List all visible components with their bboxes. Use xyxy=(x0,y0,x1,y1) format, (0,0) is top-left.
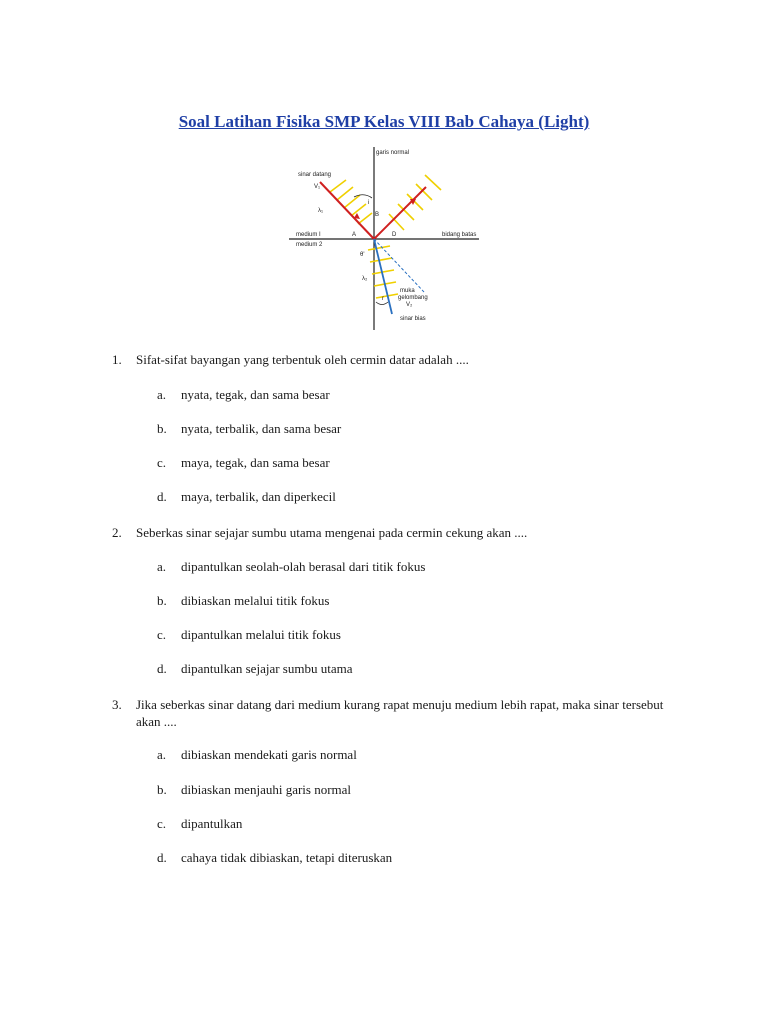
label-muka: muka xyxy=(400,288,415,294)
option-3c xyxy=(157,815,242,832)
option-letter: a. xyxy=(157,387,167,402)
option-text: maya, tegak, dan sama besar xyxy=(181,455,330,470)
label-medium1: medium I xyxy=(296,232,321,238)
option-letter: d. xyxy=(157,489,167,504)
option-text: dibiaskan mendekati garis normal xyxy=(181,747,357,762)
incident-wavefronts xyxy=(330,180,372,224)
option-2a xyxy=(157,558,425,575)
question-text: Sifat-sifat bayangan yang terbentuk oleh cermin datar adalah .... xyxy=(136,352,469,367)
incident-ray xyxy=(320,182,374,239)
option-letter: c. xyxy=(157,816,167,831)
option-letter: b. xyxy=(157,421,167,436)
option-3b xyxy=(157,781,351,798)
label-gelombang: gelombang xyxy=(398,295,428,301)
label-sinar-bias: sinar bias xyxy=(400,316,426,322)
reflected-wavefronts xyxy=(389,175,441,230)
option-text: dipantulkan melalui titik fokus xyxy=(181,627,341,642)
label-angle: θ' xyxy=(360,252,365,258)
label-d: D xyxy=(392,232,397,238)
option-1d xyxy=(157,488,336,505)
option-text: cahaya tidak dibiaskan, tetapi diteruskan xyxy=(181,850,393,865)
option-text: dibiaskan melalui titik fokus xyxy=(181,593,330,608)
question-text: Seberkas sinar sejajar sumbu utama mengenai pada cermin cekung akan .... xyxy=(136,525,528,540)
option-letter: b. xyxy=(157,593,167,608)
label-lambda1: λ₁ xyxy=(318,208,324,214)
option-3d xyxy=(157,849,392,866)
option-text: maya, terbalik, dan diperkecil xyxy=(181,489,336,504)
question-1 xyxy=(112,351,672,368)
option-text: dipantulkan sejajar sumbu utama xyxy=(181,661,353,676)
option-letter: c. xyxy=(157,627,167,642)
refraction-diagram xyxy=(284,142,484,332)
option-text: dipantulkan xyxy=(181,816,243,831)
option-letter: a. xyxy=(157,747,167,762)
label-medium2: medium 2 xyxy=(296,242,323,248)
reflected-ray xyxy=(374,187,426,239)
option-2b xyxy=(157,592,329,609)
option-letter: d. xyxy=(157,661,167,676)
label-a: A xyxy=(352,232,357,238)
label-lambda2: λ₂ xyxy=(362,276,368,282)
question-3 xyxy=(112,696,672,730)
question-number: 2. xyxy=(112,525,122,540)
option-letter: d. xyxy=(157,850,167,865)
option-letter: c. xyxy=(157,455,167,470)
label-bidang-batas: bidang batas xyxy=(442,232,477,238)
option-3a xyxy=(157,746,357,763)
option-2d xyxy=(157,660,352,677)
option-letter: a. xyxy=(157,559,167,574)
question-number: 3. xyxy=(112,697,122,712)
option-letter: b. xyxy=(157,782,167,797)
question-text: Jika seberkas sinar datang dari medium kurang rapat menuju medium lebih rapat, maka sinar tersebut akan .... xyxy=(136,697,664,729)
option-1b xyxy=(157,420,341,437)
label-b: B xyxy=(375,212,380,218)
option-text: nyata, tegak, dan sama besar xyxy=(181,387,330,402)
question-2 xyxy=(112,524,672,541)
option-text: nyata, terbalik, dan sama besar xyxy=(181,421,342,436)
option-2c xyxy=(157,626,341,643)
option-text: dibiaskan menjauhi garis normal xyxy=(181,782,352,797)
label-sinar-datang: sinar datang xyxy=(298,172,332,178)
label-r: r xyxy=(382,296,384,302)
option-1a xyxy=(157,386,330,403)
label-garis-normal: garis normal xyxy=(376,150,410,156)
page-title: Soal Latihan Fisika SMP Kelas VIII Bab Cahaya (Light) xyxy=(178,112,590,131)
label-v2: V₂ xyxy=(406,302,413,308)
label-i: i xyxy=(368,200,370,206)
question-number: 1. xyxy=(112,352,122,367)
option-text: dipantulkan seolah-olah berasal dari titik fokus xyxy=(181,559,426,574)
refracted-wavefronts xyxy=(368,246,398,298)
option-1c xyxy=(157,454,330,471)
label-v1: V₁ xyxy=(314,184,321,190)
